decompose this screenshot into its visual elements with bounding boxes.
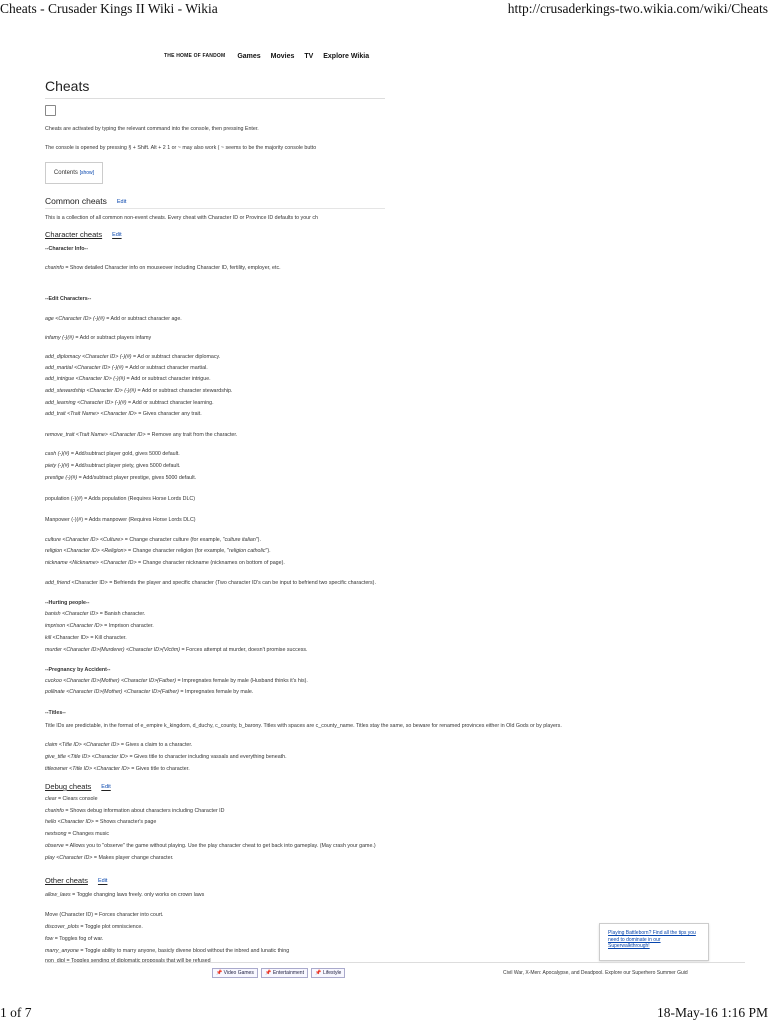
bottom-tabs [212, 968, 347, 978]
cheat-line [45, 742, 192, 749]
cheat-command: add_friend [45, 580, 71, 586]
cheat-command: add_martial <Character ID> (-)(#) [45, 365, 124, 371]
cheat-line: Manpower (-)(#) = Adds manpower (Requires Horse Lords DLC) [45, 517, 196, 523]
cheat-line [45, 376, 211, 383]
cheat-line [45, 948, 289, 955]
fandom-logo[interactable]: THE HOME OF FANDOM [164, 53, 226, 59]
cheat-line [45, 754, 287, 761]
cut-off-line: non_dipl = Toggles sending of diplomatic proposals that will be refused [45, 958, 211, 962]
cheat-command: nickname <Nickname> <Character ID> [45, 560, 137, 566]
cheat-line [45, 855, 174, 862]
cheat-line [45, 678, 308, 685]
cheat-desc: = Change character nickname (nicknames on bottom of page). [136, 560, 285, 566]
cheat-line [45, 548, 271, 555]
bottom-bar-divider [45, 962, 745, 963]
nav-explore-wikia[interactable]: Explore Wikia [323, 53, 370, 60]
cheat-command: fow [45, 936, 54, 942]
edit-link[interactable]: Edit [116, 199, 127, 205]
print-header [0, 0, 768, 20]
page-title: Cheats [45, 78, 385, 99]
cheat-desc: = Imprison character. [102, 623, 154, 629]
cheat-desc: = Add/subtract player gold, gives 5000 default. [69, 451, 180, 457]
cheat-command: imprison <Character ID> [45, 623, 103, 629]
cheat-desc: = Makes player change character. [92, 855, 174, 861]
cheat-line [45, 354, 220, 361]
cheat-desc: = Shows debug information about characters including Character ID [63, 808, 225, 814]
cheat-line [45, 611, 145, 618]
edit-link[interactable]: Edit [97, 878, 108, 884]
tab-lifestyle[interactable]: 📌 Lifestyle [311, 968, 345, 978]
cheat-desc: = Gives title to character. [129, 766, 190, 772]
cheat-line [45, 316, 182, 323]
edit-link[interactable]: Edit [112, 232, 122, 238]
cheat-desc: = Gives title to character including vassals and everything beneath. [127, 754, 287, 760]
cheat-desc: = Ad or subtract character diplomacy. [131, 354, 221, 360]
cheat-line [45, 463, 181, 470]
cheat-line [45, 892, 204, 899]
cheat-command: pollinate <Character ID>(Mother) <Character ID>(Father) [45, 689, 179, 695]
cheat-desc: = Add or subtract character intrigue. [125, 376, 211, 382]
cheat-line [45, 936, 103, 943]
cheat-command: cash (-)(#) [45, 451, 70, 457]
tab-label: Lifestyle [323, 970, 342, 976]
cheat-command: claim <Title ID> <Character ID> [45, 742, 120, 748]
cheat-desc: = Add/subtract player prestige, gives 5000 default. [77, 475, 197, 481]
print-header-title: Cheats - Crusader Kings II Wiki - Wikia [0, 1, 218, 16]
cheat-desc: = Banish character. [98, 611, 146, 617]
cheat-command: titleowner <Title ID> <Character ID> [45, 766, 130, 772]
cheat-desc: = Add or subtract character martial. [123, 365, 208, 371]
cheat-line [45, 411, 202, 418]
cheat-line [45, 831, 109, 838]
cheat-line [45, 432, 237, 439]
cheat-line [45, 365, 208, 372]
cheat-desc: = Gives a claim to a character. [119, 742, 193, 748]
cheat-line [45, 808, 224, 815]
cheat-line [45, 388, 232, 395]
cheat-desc: = Toggle plot omniscience. [78, 924, 143, 930]
cheat-command: religion <Character ID> <Religion> [45, 548, 127, 554]
section-common-cheats [45, 196, 126, 206]
cheat-line [45, 623, 154, 630]
section-heading: Common cheats [45, 196, 107, 206]
cheat-example: culture italian [224, 537, 256, 543]
cheat-desc: = Impregnates female by male (Husband thinks it's his). [176, 678, 308, 684]
cheat-command: cuckoo <Character ID>(Mother) <Character ID>(Father) [45, 678, 176, 684]
cheat-command: observe [45, 843, 64, 849]
cheat-command: remove_trait <Trait Name> <Character ID> [45, 432, 146, 438]
cheat-desc: = Show detailed Character info on mouseover including Character ID, fertility, employer, etc. [63, 265, 281, 271]
promo-bar[interactable]: Civil War, X-Men: Apocalypse, and Deadpool. Explore our Superhero Summer Guid [503, 970, 688, 976]
titles-desc: Title IDs are predictable, in the format of e_empire k_kingdom, d_duchy, c_county, b_barony. Titles with spaces are c_county_name. Titles stay the same, so beware for renamed provinces either in Old Gods or by players. [45, 723, 562, 729]
cheat-command: prestige (-)(#) [45, 475, 78, 481]
cheat-desc: = Toggle changing laws freely. only works on crown laws [70, 892, 205, 898]
cheat-command: give_title <Title ID> <Character ID> [45, 754, 128, 760]
cheat-command: clear [45, 796, 57, 802]
cheat-line [45, 335, 151, 342]
print-header-url: http://crusaderkings-two.wikia.com/wiki/Cheats [507, 1, 768, 16]
cheat-line [45, 635, 127, 642]
section-heading: Character cheats [45, 230, 103, 239]
subheading: --Hurting people-- [45, 600, 90, 606]
cheat-desc: = Impregnates female by male. [178, 689, 254, 695]
cheat-line [45, 819, 156, 826]
cheat-command: add_diplomacy <Character ID> (-)(#) [45, 354, 132, 360]
cheat-command: kill [45, 635, 52, 641]
section-heading: Debug cheats [45, 782, 92, 791]
top-nav [164, 53, 377, 60]
cheat-command: charinfo [45, 808, 64, 814]
cheat-command: hello <Character ID> [45, 819, 94, 825]
subheading: --Character Info-- [45, 246, 88, 252]
cheat-line [45, 796, 98, 803]
cheat-line: Move (Character ID) = Forces character into court. [45, 912, 164, 918]
cheat-desc: = Allows you to "observe" the game without playing. Use the play character cheat to get back into gameplay. (May crash your game.) [63, 843, 376, 849]
cheat-line [45, 843, 376, 850]
cheat-desc: = Change character culture (for example, " [123, 537, 225, 543]
subheading: --Edit Characters-- [45, 296, 92, 302]
tab-label: Entertainment [272, 970, 304, 976]
cheat-desc-end: "). [265, 548, 271, 554]
tab-entertainment[interactable]: 📌 Entertainment [261, 968, 308, 978]
subheading: --Pregnancy by Accident-- [45, 667, 111, 673]
cheat-desc: <Character ID> = Kill character. [51, 635, 127, 641]
cheat-command: banish <Character ID> [45, 611, 99, 617]
nav-tv[interactable]: TV [304, 53, 314, 60]
cheat-command: add_stewardship <Character ID> (-)(#) [45, 388, 136, 394]
intro-line-2: The console is opened by pressing § + Shift. Alt + 2 1 or ~ may also work ( ~ seems to be the majority console butto [45, 145, 317, 151]
cheat-desc: = Changes music [66, 831, 110, 837]
section-other-cheats [45, 876, 107, 885]
cheat-line [45, 924, 143, 931]
cheat-desc: = Gives character any trait. [136, 411, 202, 417]
cheat-desc-end: "). [255, 537, 261, 543]
divider [45, 208, 385, 209]
cheat-line [45, 560, 285, 567]
cheat-line [45, 475, 196, 482]
cheat-desc: = Remove any trait from the character. [145, 432, 238, 438]
cheat-desc: = Add or subtract character stewardship. [135, 388, 233, 394]
cheat-line: population (-)(#) = Adds population (Requires Horse Lords DLC) [45, 496, 196, 502]
cheat-desc: = Add or subtract players infamy [73, 335, 152, 341]
intro-line-1: Cheats are activated by typing the relevant command into the console, then pressing Enter. [45, 126, 259, 132]
cheat-command: nextsong [45, 831, 67, 837]
nav-games[interactable]: Games [237, 53, 261, 60]
cheat-command: piety (-)(#) [45, 463, 70, 469]
cheat-command: infamy (-)(#) [45, 335, 74, 341]
cheat-desc: = Add or subtract character learning. [126, 400, 214, 406]
cheat-line [45, 580, 376, 587]
cheat-desc: = Toggle ability to marry anyone, basicly divene blood without the inbred and lunatic thing [78, 948, 290, 954]
nav-movies[interactable]: Movies [270, 53, 295, 60]
checkbox[interactable] [45, 105, 56, 116]
cheat-command: add_trait <Trait Name> <Character ID> [45, 411, 137, 417]
tab-video-games[interactable]: 📌 Video Games [212, 968, 258, 978]
print-datetime: 18-May-16 1:16 PM [657, 1005, 768, 1020]
cheat-command: discover_plots [45, 924, 79, 930]
cheat-desc: = Forces attempt at murder, doesn't promise success. [180, 647, 308, 653]
promo-box[interactable]: Playing Battleborn? Find all the tips you need to dominate in our Superwalkthrough! [599, 923, 709, 961]
cheat-example: religion catholic [229, 548, 266, 554]
cheat-command: marry_anyone [45, 948, 79, 954]
tab-label: Video Games [223, 970, 254, 976]
cheat-line [45, 647, 307, 654]
edit-link[interactable]: Edit [101, 784, 111, 790]
cheat-desc: = Add or subtract character age. [104, 316, 182, 322]
contents-box [45, 162, 103, 184]
cheat-command: charinfo [45, 265, 64, 271]
cheat-line [45, 689, 253, 696]
cheat-command: murder <Character ID>(Murderer) <Character ID>(Victim) [45, 647, 181, 653]
page-number: 1 of 7 [0, 1005, 32, 1020]
cheat-desc: = Toggles fog of war. [53, 936, 104, 942]
cheat-command: culture <Character ID> <Culture> [45, 537, 124, 543]
section-character-cheats [45, 230, 122, 239]
cheat-desc: = Change character religion (for example, " [126, 548, 229, 554]
cheat-line [45, 537, 261, 544]
cheat-desc: = Clears console [56, 796, 98, 802]
cheat-command: add_learning <Character ID> (-)(#) [45, 400, 127, 406]
contents-show-link[interactable]: [show] [79, 170, 95, 176]
cheat-command: age <Character ID> (-)(#) [45, 316, 105, 322]
cheat-line [45, 451, 180, 458]
section-heading: Other cheats [45, 876, 88, 885]
cheat-desc: = Add/subtract player piety, gives 5000 default. [69, 463, 181, 469]
cheat-command: add_intrigue <Character ID> (-)(#) [45, 376, 126, 382]
cheat-line [45, 400, 214, 407]
cheat-line [45, 265, 281, 272]
contents-label: Contents [53, 170, 78, 176]
cheat-command: play <Character ID> [45, 855, 93, 861]
cheat-line [45, 766, 190, 773]
cheat-command: allow_laws [45, 892, 71, 898]
section-debug-cheats [45, 782, 111, 791]
cheat-desc: = Shows character's page [93, 819, 157, 825]
print-footer [0, 1002, 768, 1024]
cheat-desc: <Character ID> = Befriends the player and specific character (Two character ID's can be input to befriend two specific characters). [70, 580, 376, 586]
subheading: --Titles-- [45, 710, 66, 716]
common-desc: This is a collection of all common non-event cheats. Every cheat with Character ID or Province ID defaults to your ch [45, 215, 318, 221]
